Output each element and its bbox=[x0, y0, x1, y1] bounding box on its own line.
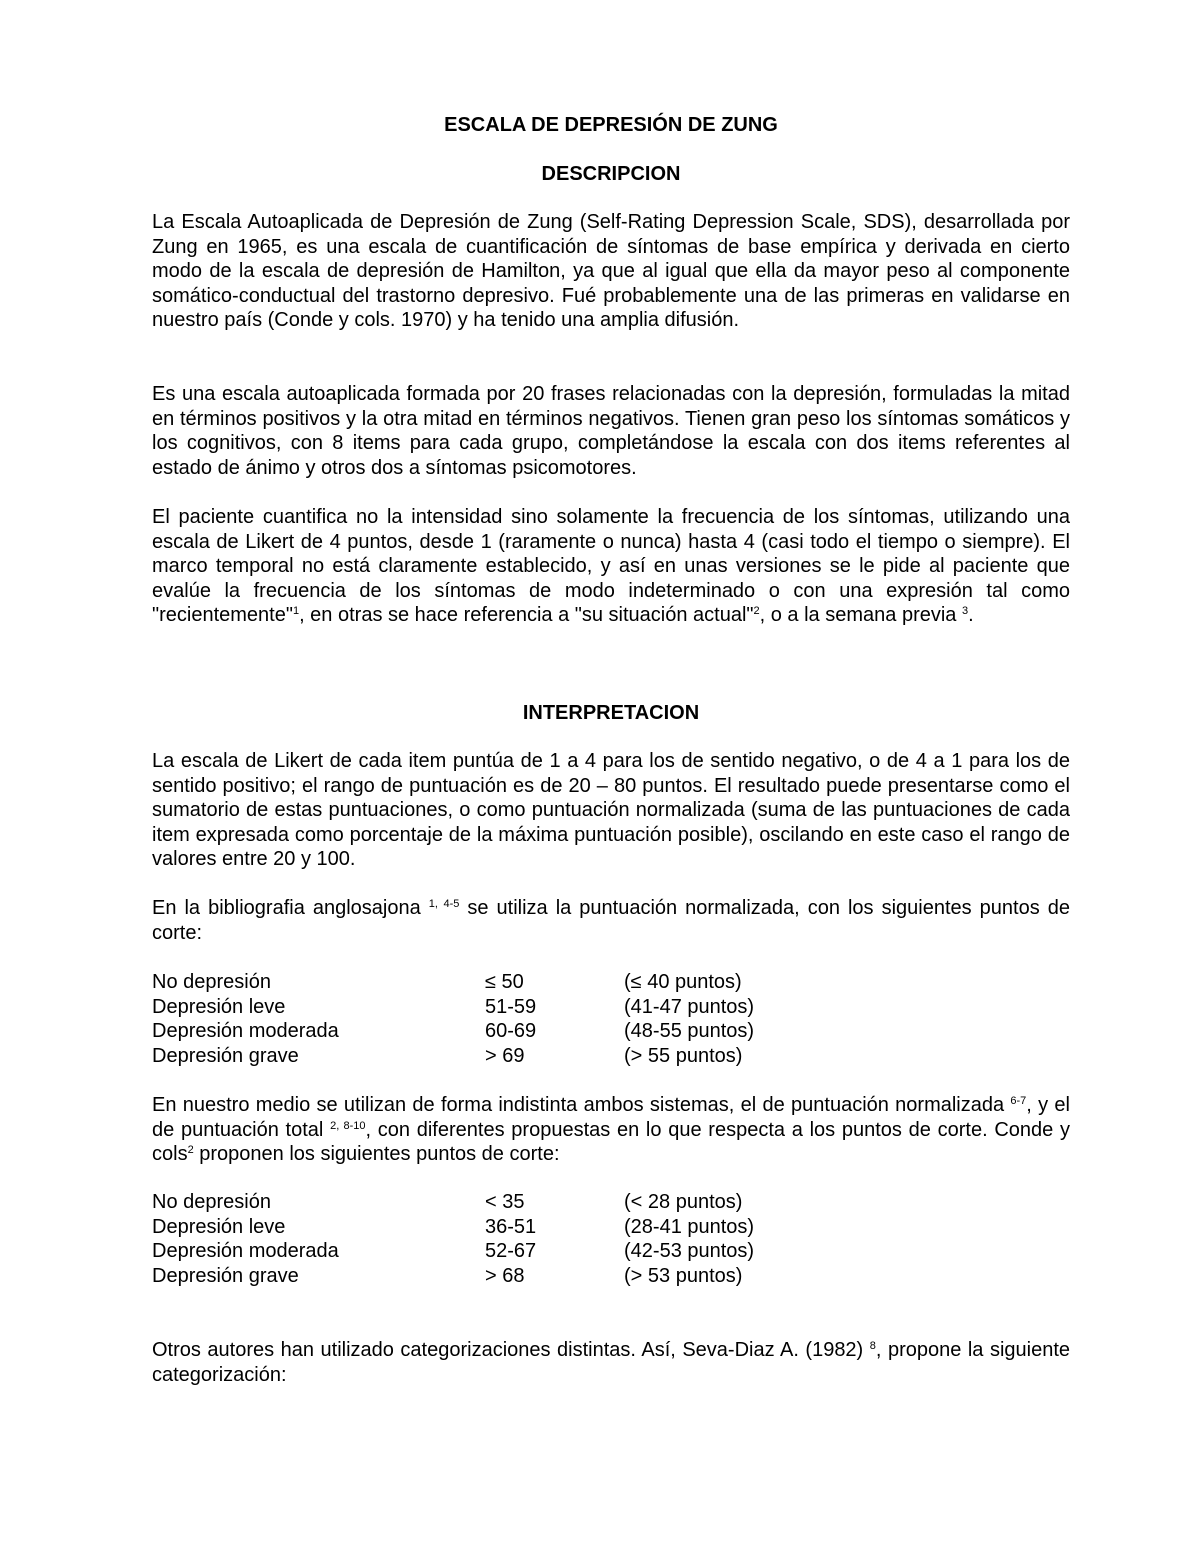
cutoff-label: Depresión moderada bbox=[152, 1020, 339, 1042]
footnote-ref: 2 bbox=[187, 1144, 194, 1156]
cutoff-label: Depresión leve bbox=[152, 1215, 286, 1238]
footnote-ref: 3 bbox=[961, 605, 969, 617]
paragraph-likert-text-c: , o a la semana previa bbox=[759, 604, 962, 626]
paragraph-local-text-d: proponen los siguientes puntos de corte: bbox=[193, 1143, 560, 1165]
cutoff-raw-score: (> 55 puntos) bbox=[624, 1044, 743, 1067]
cutoff-raw-score: (> 53 puntos) bbox=[624, 1264, 743, 1287]
section-heading-interpretation: INTERPRETACION bbox=[522, 702, 700, 724]
paragraph-local-text-b: , y el de puntuación total bbox=[152, 1094, 1070, 1141]
cutoff-raw-score: (28-41 puntos) bbox=[624, 1215, 755, 1238]
paragraph-likert-text-d: . bbox=[968, 604, 974, 626]
cutoff-row bbox=[152, 1239, 1070, 1264]
paragraph-likert-text-a: El paciente cuantifica no la intensidad sino solamente la frecuencia de los síntomas, utilizando una escala de Likert de 4 puntos, desde 1 (raramente o nunca) hasta 4 (casi todo el tiempo o siempre). El marco temporal no está claramente establecido, y así en unas versiones se le pide al paciente que evalúe la frecuencia de los síntomas de modo indeterminado o con una expresión tal como "recientemente" bbox=[152, 506, 1070, 626]
footnote-ref: 1 bbox=[292, 605, 300, 617]
paragraph-anglo-text-b: se utiliza la puntuación normalizada, con los siguientes puntos de corte: bbox=[152, 897, 1070, 944]
paragraph-likert-text-b: , en otras se hace referencia a "su situación actual" bbox=[299, 604, 754, 626]
footnote-ref: 6-7 bbox=[1010, 1095, 1027, 1107]
cutoff-row bbox=[152, 1044, 1070, 1069]
paragraph-anglo-bibliography bbox=[152, 896, 1070, 945]
cutoff-score: 51-59 bbox=[485, 995, 537, 1018]
cutoff-row bbox=[152, 970, 1070, 995]
cutoff-row bbox=[152, 1215, 1070, 1240]
cutoff-label: Depresión grave bbox=[152, 1044, 299, 1067]
cutoff-row bbox=[152, 995, 1070, 1020]
cutoff-score: 60-69 bbox=[485, 1020, 537, 1042]
cutoff-raw-score: (42-53 puntos) bbox=[624, 1240, 755, 1262]
cutoff-raw-score: (≤ 40 puntos) bbox=[624, 971, 742, 993]
paragraph-local-systems bbox=[152, 1093, 1070, 1167]
document-title: ESCALA DE DEPRESIÓN DE ZUNG bbox=[444, 114, 778, 136]
paragraph-local-text-c: , con diferentes propuestas en lo que respecta a los puntos de corte. Conde y cols bbox=[152, 1118, 1070, 1165]
cutoff-table-normalized bbox=[152, 970, 1070, 1068]
cutoff-score: < 35 bbox=[485, 1191, 525, 1213]
cutoff-label: Depresión grave bbox=[152, 1264, 299, 1287]
footnote-ref: 8 bbox=[869, 1340, 876, 1352]
cutoff-score: > 69 bbox=[485, 1044, 525, 1067]
cutoff-row bbox=[152, 1190, 1070, 1215]
footnote-ref: 2 bbox=[753, 605, 760, 617]
paragraph-structure: Es una escala autoaplicada formada por 20 frases relacionadas con la depresión, formuladas la mitad en términos positivos y la otra mitad en términos negativos. Tienen gran peso los síntomas somáticos y los cognitivos, con 8 items para cada grupo, completándose la escala con dos items referentes al estado de ánimo y otros dos a síntomas psicomotores. bbox=[152, 383, 1070, 479]
cutoff-label: Depresión moderada bbox=[152, 1240, 339, 1262]
paragraph-other-text-a: Otros autores han utilizado categorizaciones distintas. Así, Seva-Diaz A. (1982) bbox=[152, 1339, 870, 1361]
cutoff-label: No depresión bbox=[152, 1191, 271, 1213]
paragraph-other-authors bbox=[152, 1338, 1070, 1387]
cutoff-score: 36-51 bbox=[485, 1215, 537, 1238]
footnote-ref: 2, 8-10 bbox=[330, 1119, 366, 1132]
paragraph-local-text-a: En nuestro medio se utilizan de forma indistinta ambos sistemas, el de puntuación normalizada bbox=[152, 1094, 1011, 1116]
cutoff-label: No depresión bbox=[152, 971, 271, 993]
cutoff-row bbox=[152, 1019, 1070, 1044]
paragraph-other-text-b: , propone la siguiente categorización: bbox=[152, 1339, 1071, 1386]
cutoff-score: 52-67 bbox=[485, 1240, 537, 1262]
cutoff-score: ≤ 50 bbox=[485, 971, 524, 993]
cutoff-raw-score: (41-47 puntos) bbox=[624, 995, 755, 1018]
paragraph-anglo-text-a: En la bibliografia anglosajona bbox=[152, 897, 429, 919]
section-heading-description: DESCRIPCION bbox=[541, 163, 681, 185]
cutoff-raw-score: (< 28 puntos) bbox=[624, 1191, 743, 1213]
cutoff-table-total bbox=[152, 1190, 1070, 1288]
footnote-ref: 1, 4-5 bbox=[428, 898, 460, 910]
paragraph-intro: La Escala Autoaplicada de Depresión de Zung (Self-Rating Depression Scale, SDS), desarrollada por Zung en 1965, es una escala de cuantificación de síntomas de base empírica y derivada en cierto modo de la escala de depresión de Hamilton, ya que al igual que ella da mayor peso al componente somático-conductual del trastorno depresivo. Fué probablemente una de las primeras en validarse en nuestro país (Conde y cols. 1970) y ha tenido una amplia difusión. bbox=[152, 211, 1070, 331]
cutoff-score: > 68 bbox=[485, 1264, 525, 1287]
cutoff-row bbox=[152, 1264, 1070, 1289]
paragraph-likert bbox=[152, 505, 1070, 628]
paragraph-scoring: La escala de Likert de cada item puntúa de 1 a 4 para los de sentido negativo, o de 4 a 1 para los de sentido positivo; el rango de puntuación es de 20 – 80 puntos. El resultado puede presentarse como el sumatorio de estas puntuaciones, o como puntuación normalizada (suma de las puntuaciones de cada item expresada como porcentaje de la máxima puntuación posible), oscilando en este caso el rango de valores entre 20 y 100. bbox=[152, 750, 1070, 870]
cutoff-raw-score: (48-55 puntos) bbox=[624, 1020, 755, 1042]
cutoff-label: Depresión leve bbox=[152, 995, 286, 1018]
